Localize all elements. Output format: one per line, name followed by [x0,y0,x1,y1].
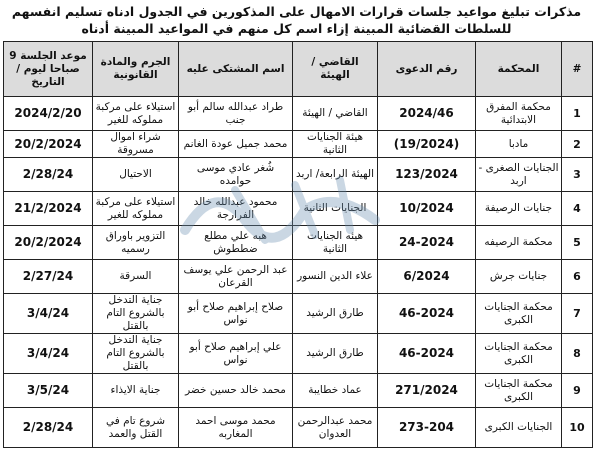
table-row [4,260,593,294]
row-court: الجنايات الصغرى - اربد [476,158,562,192]
row-case-number: 46-2024 [378,334,476,374]
row-judge: طارق الرشيد [293,294,378,334]
table-row [4,192,593,226]
table-row [4,158,593,192]
header-index: # [562,42,593,97]
row-defendant: محمود عبدالله خالد الفرارجة [179,192,293,226]
row-defendant: شُغر عادي موسى حوامده [179,158,293,192]
row-session-date: 3/4/24 [4,294,93,334]
row-crime: جناية التدخل بالشروع التام بالقتل [93,294,179,334]
row-index: 5 [562,226,593,260]
table-row [4,131,593,158]
row-court: محكمة الجنايات الكبرى [476,334,562,374]
row-court: مادبا [476,131,562,158]
table-row [4,334,593,374]
row-index: 6 [562,260,593,294]
header-session-date: موعد الجلسة 9 صباحا ليوم / التاريخ [4,42,93,97]
row-session-date: 3/4/24 [4,334,93,374]
row-crime: شراء اموال مسروقة [93,131,179,158]
row-case-number: 273-204 [378,408,476,448]
row-judge: طارق الرشيد [293,334,378,374]
row-session-date: 2/27/24 [4,260,93,294]
row-session-date: 3/5/24 [4,374,93,408]
row-court: محكمة الرصيفه [476,226,562,260]
row-case-number: 6/2024 [378,260,476,294]
row-case-number: 46-2024 [378,294,476,334]
row-judge: علاء الدين النسور [293,260,378,294]
row-judge: هيئه الجنايات الثانية [293,226,378,260]
row-court: محكمة الجنايات الكبرى [476,294,562,334]
row-session-date: 20/2/2024 [4,226,93,260]
table-row [4,97,593,131]
row-index: 1 [562,97,593,131]
notices-table [3,41,593,448]
row-session-date: 2/28/24 [4,158,93,192]
row-judge: هيئة الجنايات الثانية [293,131,378,158]
row-judge: محمد عبدالرحمن العدوان [293,408,378,448]
row-court: محكمة الجنايات الكبرى [476,374,562,408]
row-session-date: 2024/2/20 [4,97,93,131]
document-title: مذكرات تبليغ مواعيد جلسات قرارات الامهال على المذكورين في الجدول ادناه تسليم انفسهم للسلطات القضائية المبينة إزاء اسم كل منهم في المواعيد المبينة أدناه [11,4,582,36]
table-row [4,294,593,334]
row-case-number: 123/2024 [378,158,476,192]
row-index: 4 [562,192,593,226]
table-row [4,374,593,408]
header-defendant: اسم المشتكى عليه [179,42,293,97]
row-crime: استيلاء على مركبة مملوكه للغير [93,97,179,131]
row-crime: السرقة [93,260,179,294]
row-defendant: هبه علي مطلع ضططوش [179,226,293,260]
header-crime: الجرم والمادة القانونية [93,42,179,97]
row-index: 2 [562,131,593,158]
row-court: جنايات جرش [476,260,562,294]
row-session-date: 21/2/2024 [4,192,93,226]
row-crime: شروع تام في القتل والعمد [93,408,179,448]
row-defendant: محمد خالد حسين خضر [179,374,293,408]
row-case-number: 2024/46 [378,97,476,131]
row-court: الجنايات الكبرى [476,408,562,448]
row-session-date: 20/2/2024 [4,131,93,158]
row-crime: جناية التدخل بالشروع التام بالقتل [93,334,179,374]
row-crime: جناية الايذاء [93,374,179,408]
row-case-number: 271/2024 [378,374,476,408]
row-index: 3 [562,158,593,192]
row-defendant: محمد جميل عودة الغانم [179,131,293,158]
table-header-row [4,42,593,97]
row-crime: استيلاء على مركبة مملوكه للغير [93,192,179,226]
row-session-date: 2/28/24 [4,408,93,448]
row-index: 7 [562,294,593,334]
header-case-number: رقم الدعوى [378,42,476,97]
row-case-number: (19/2024) [378,131,476,158]
row-judge: القاضي / الهيئة [293,97,378,131]
row-court: محكمة المفرق الابتدائية [476,97,562,131]
row-index: 9 [562,374,593,408]
header-court: المحكمة [476,42,562,97]
row-defendant: علي إبراهيم صلاح أبو نواس [179,334,293,374]
row-crime: الاحتيال [93,158,179,192]
row-court: جنايات الرصيفة [476,192,562,226]
header-judge: القاضي / الهيئة [293,42,378,97]
row-index: 8 [562,334,593,374]
row-index: 10 [562,408,593,448]
table-row [4,226,593,260]
row-defendant: طراد عبدالله سالم أبو جنب [179,97,293,131]
table-row [4,408,593,448]
row-case-number: 24-2024 [378,226,476,260]
row-defendant: عبد الرحمن علي يوسف القرعان [179,260,293,294]
row-crime: التزوير باوراق رسميه [93,226,179,260]
row-judge: عماد خطايبة [293,374,378,408]
row-judge: الجنايات الثانية [293,192,378,226]
row-defendant: محمد موسى احمد المغاربه [179,408,293,448]
row-defendant: صلاح إبراهيم صلاح أبو نواس [179,294,293,334]
row-judge: الهيئة الرابعة/ اربد [293,158,378,192]
row-case-number: 10/2024 [378,192,476,226]
